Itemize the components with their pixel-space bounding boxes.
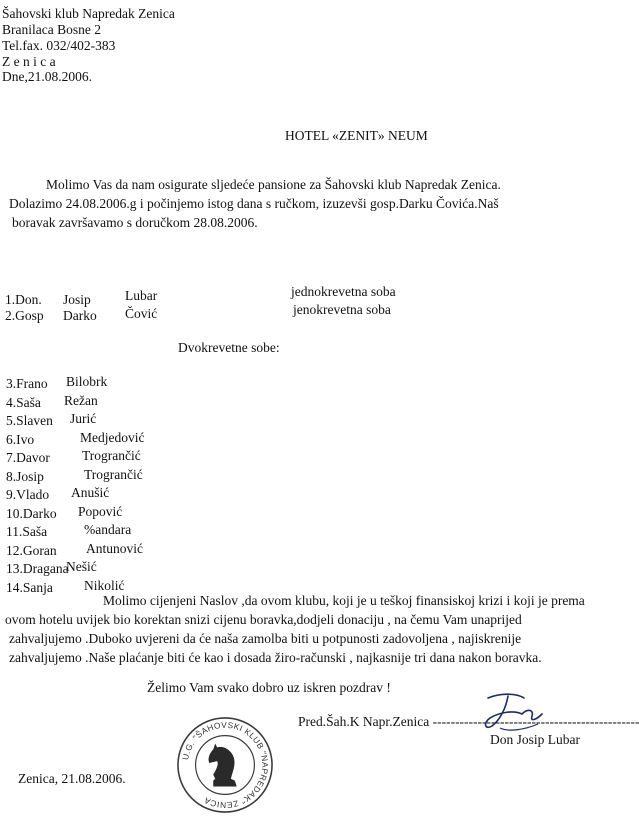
recipient-hotel: HOTEL «ZENIT» NEUM (285, 128, 428, 143)
knight-icon (209, 743, 237, 786)
double-room-row (6, 524, 306, 540)
footer-date: Zenica, 21.08.2006. (18, 771, 126, 786)
double-room-row (6, 466, 306, 485)
guest-last-name: %andara (84, 522, 132, 537)
closing-line: zahvaljujemo .Naše plaćanje biti će kao i dosada žiro-računski , najkasnije tri dana nakon boravka. (9, 650, 542, 665)
guest-first-name: 10.Darko (6, 505, 57, 521)
guest-last-name: Lubar (125, 288, 158, 303)
guest-first-name: 13.Dragana (6, 561, 69, 576)
guest-first-name: 12.Goran (6, 542, 57, 558)
handwritten-signature (478, 688, 548, 734)
double-room-row (6, 392, 306, 411)
guest-first-name: 14.Sanja (6, 579, 53, 595)
closing-line: ovom hotelu uvijek bio korektan snizi cijenu boravka,dodjeli donaciju , na čemu Vam unaprijed (5, 612, 522, 627)
sender-city: Z e n i c a (2, 54, 56, 69)
guest-last-name: Antunović (86, 540, 143, 556)
guest-last-name: Medjedović (80, 429, 145, 445)
sender-address: Branilaca Bosne 2 (2, 22, 101, 37)
guest-last-name: Režan (64, 392, 98, 408)
closing-paragraph (5, 591, 585, 667)
guest-number: 2.Gosp (5, 308, 44, 323)
double-room-row (6, 413, 306, 429)
doubles-heading: Dvokrevetne sobe: (178, 340, 280, 355)
room-type: jednokrevetna soba (291, 284, 396, 299)
intro-line: Dolazimo 24.08.2006.g i počinjemo istog dana s ručkom, izuzevši gosp.Darku Čovića.Naš (9, 196, 499, 211)
guest-first-name: 4.Saša (6, 394, 41, 410)
signature-title: Pred.Šah.K Napr.Zenica ---------------------------------------------- (298, 714, 639, 729)
signature-name: Don Josip Lubar (490, 732, 580, 747)
intro-line: Molimo Vas da nam osigurate sljedeće pansione za Šahovski klub Napredak Zenica. (46, 177, 501, 192)
guest-last-name: Anušić (71, 485, 110, 500)
double-room-row (6, 503, 306, 522)
double-room-row (6, 429, 306, 448)
guest-last-name: Trogrančić (84, 466, 143, 482)
double-room-row (6, 540, 306, 559)
sender-date: Dne,21.08.2006. (2, 69, 92, 84)
closing-line: zahvaljujemo .Duboko uvjereni da će naša zamolba biti u potpunosti zadovoljena , najiskrenije (9, 631, 522, 646)
intro-paragraph (9, 175, 501, 232)
guest-first-name: Darko (63, 308, 97, 323)
guest-first-name: Josip (63, 292, 91, 307)
guest-last-name: Nikolić (84, 577, 125, 593)
single-room-row (5, 284, 565, 308)
closing-line: Molimo cijenjeni Naslov ,da ovom klubu, koji je u teškoj finansiskoj krizi i koji je prema (103, 593, 585, 608)
room-type: jenokrevetna soba (293, 302, 391, 317)
single-room-row (5, 302, 565, 324)
guest-first-name: 11.Saša (6, 524, 48, 539)
greeting: Želimo Vam svako dobro uz iskren pozdrav ! (147, 680, 391, 695)
club-seal (176, 716, 274, 814)
seal-ring-text: U.G. "ŠAHOVSKI KLUB "NAPREDAK" ZENICA (180, 719, 271, 811)
guest-first-name: 6.Ivo (6, 431, 35, 447)
guest-last-name: Trogrančić (82, 448, 141, 463)
double-room-row (6, 487, 306, 503)
double-room-row (6, 561, 306, 577)
guest-last-name: Popović (78, 503, 123, 519)
guest-first-name: 8.Josip (6, 468, 44, 484)
double-room-row (6, 450, 306, 466)
guest-first-name: 7.Davor (6, 450, 50, 465)
guest-last-name: Bilobrk (66, 374, 108, 389)
guest-last-name: Nešić (66, 559, 97, 574)
guest-last-name: Jurić (70, 411, 97, 426)
guest-last-name: Čović (125, 306, 158, 321)
guest-first-name: 3.Frano (6, 376, 48, 391)
guest-number: 1.Don. (5, 292, 42, 307)
guest-first-name: 5.Slaven (6, 413, 53, 428)
sender-telfax: Tel.fax. 032/402-383 (2, 38, 116, 53)
double-room-row (6, 376, 306, 392)
guest-first-name: 9.Vlado (6, 487, 50, 502)
sender-club: Šahovski klub Napredak Zenica (2, 6, 175, 21)
intro-line: boravak završavamo s doručkom 28.08.2006. (12, 215, 258, 230)
